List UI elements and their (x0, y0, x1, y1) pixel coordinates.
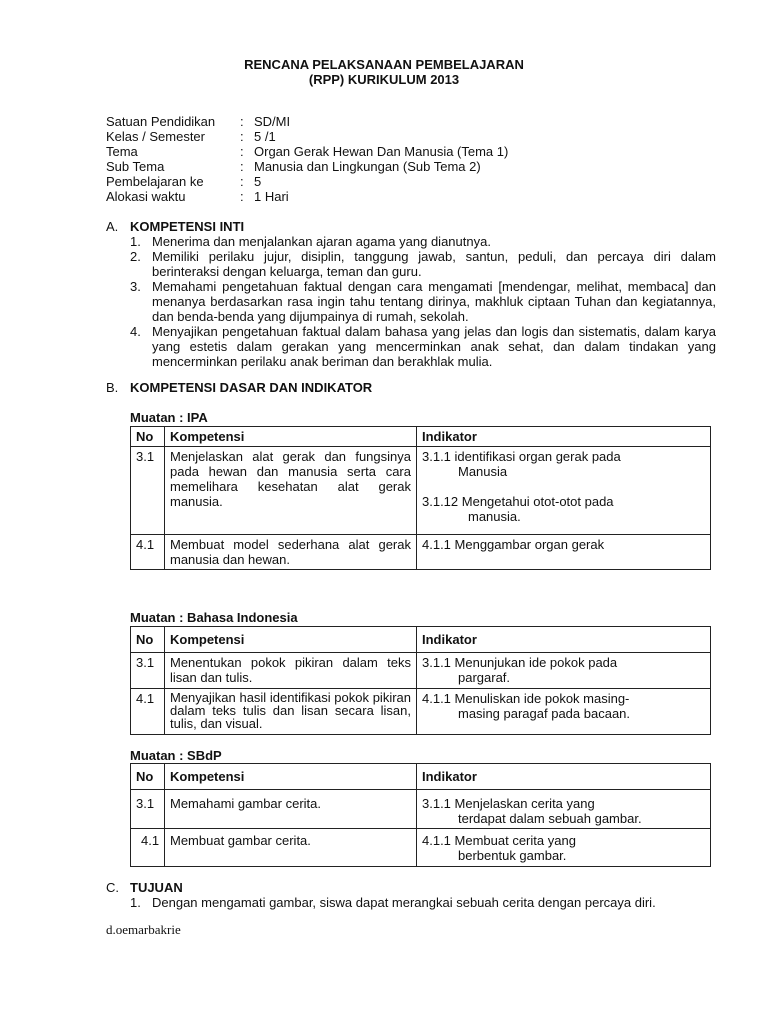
section-b-heading: B. KOMPETENSI DASAR DAN INDIKATOR (106, 380, 373, 395)
muatan-sbdp-label: Muatan : SBdP (130, 748, 222, 763)
list-item: 2. Memiliki perilaku jujur, disiplin, tanggung jawab, santun, peduli, dan percaya diri dalam berinteraksi dengan keluarga, teman dan guru. (130, 249, 716, 279)
list-item: 4. Menyajikan pengetahuan faktual dalam bahasa yang jelas dan logis dan sistematis, dalam karya yang estetis dalam gerakan yang mencerminkan anak sehat, dan dalam tindakan yang mencerminkan perilaku anak beriman dan berakhlak mulia. (130, 324, 716, 369)
table-row: 3.1 Menjelaskan alat gerak dan fungsinya pada hewan dan manusia serta cara memelihara kesehatan alat gerak manusia. 3.1.1 identifikasi organ gerak pada Manusia 3.1.12 Mengetahui otot-otot pada manusia. (131, 447, 711, 535)
table-row: 4.1 Membuat model sederhana alat gerak manusia dan hewan. 4.1.1 Menggambar organ gerak (131, 535, 711, 570)
identity-row: Tema : Organ Gerak Hewan Dan Manusia (Tema 1) (106, 144, 509, 159)
identity-row: Alokasi waktu : 1 Hari (106, 189, 289, 204)
identity-row: Sub Tema : Manusia dan Lingkungan (Sub Tema 2) (106, 159, 481, 174)
identity-row: Pembelajaran ke : 5 (106, 174, 262, 189)
title-line-1: RENCANA PELAKSANAAN PEMBELAJARAN (244, 57, 524, 72)
footer-signature: d.oemarbakrie (106, 922, 181, 937)
header-no: No (131, 427, 165, 447)
table-row: 3.1 Menentukan pokok pikiran dalam teks lisan dan tulis. 3.1.1 Menunjukan ide pokok pada pargaraf. (131, 653, 711, 689)
identity-block (106, 114, 508, 204)
table-row: 4.1 Menyajikan hasil identifikasi pokok pikiran dalam teks tulis dan lisan secara lisan, tulis, dan visual. 4.1.1 Menuliskan ide pokok masing- masing paragaf pada bacaan. (131, 689, 711, 735)
ipa-table (130, 426, 711, 570)
title-line-2: (RPP) KURIKULUM 2013 (308, 72, 460, 87)
bahasa-indonesia-table (130, 626, 711, 735)
identity-row: Kelas / Semester : 5 /1 (106, 129, 276, 144)
list-item: 1. Menerima dan menjalankan ajaran agama yang dianutnya. (130, 234, 491, 249)
section-c-heading: C. TUJUAN (106, 880, 183, 895)
header-kompetensi: Kompetensi (165, 427, 417, 447)
table-row: 3.1 Memahami gambar cerita. 3.1.1 Menjelaskan cerita yang terdapat dalam sebuah gambar. (131, 790, 711, 829)
kompetensi-inti-list (130, 234, 716, 369)
muatan-ipa-label: Muatan : IPA (130, 410, 208, 425)
list-item: 3. Memahami pengetahuan faktual dengan cara mengamati [mendengar, melihat, membaca] dan menanya berdasarkan rasa ingin tahu tentang dirinya, makhluk ciptaan Tuhan dan kegiatannya, dan benda-benda yang dijumpainya di rumah, sekolah. (130, 279, 716, 324)
table-header-row (131, 427, 711, 447)
table-header-row: No Kompetensi Indikator (131, 764, 711, 790)
table-header-row: No Kompetensi Indikator (131, 627, 711, 653)
section-a-heading: A. KOMPETENSI INTI (106, 219, 245, 234)
table-row: 4.1 Membuat gambar cerita. 4.1.1 Membuat cerita yang berbentuk gambar. (131, 829, 711, 867)
muatan-bindo-label: Muatan : Bahasa Indonesia (130, 610, 298, 625)
identity-row: Satuan Pendidikan : SD/MI (106, 114, 291, 129)
list-item: 1. Dengan mengamati gambar, siswa dapat merangkai sebuah cerita dengan percaya diri. (130, 895, 656, 910)
sbdp-table (130, 763, 711, 867)
header-indikator: Indikator (417, 427, 711, 447)
tujuan-list (130, 895, 716, 910)
document-title (0, 57, 768, 87)
